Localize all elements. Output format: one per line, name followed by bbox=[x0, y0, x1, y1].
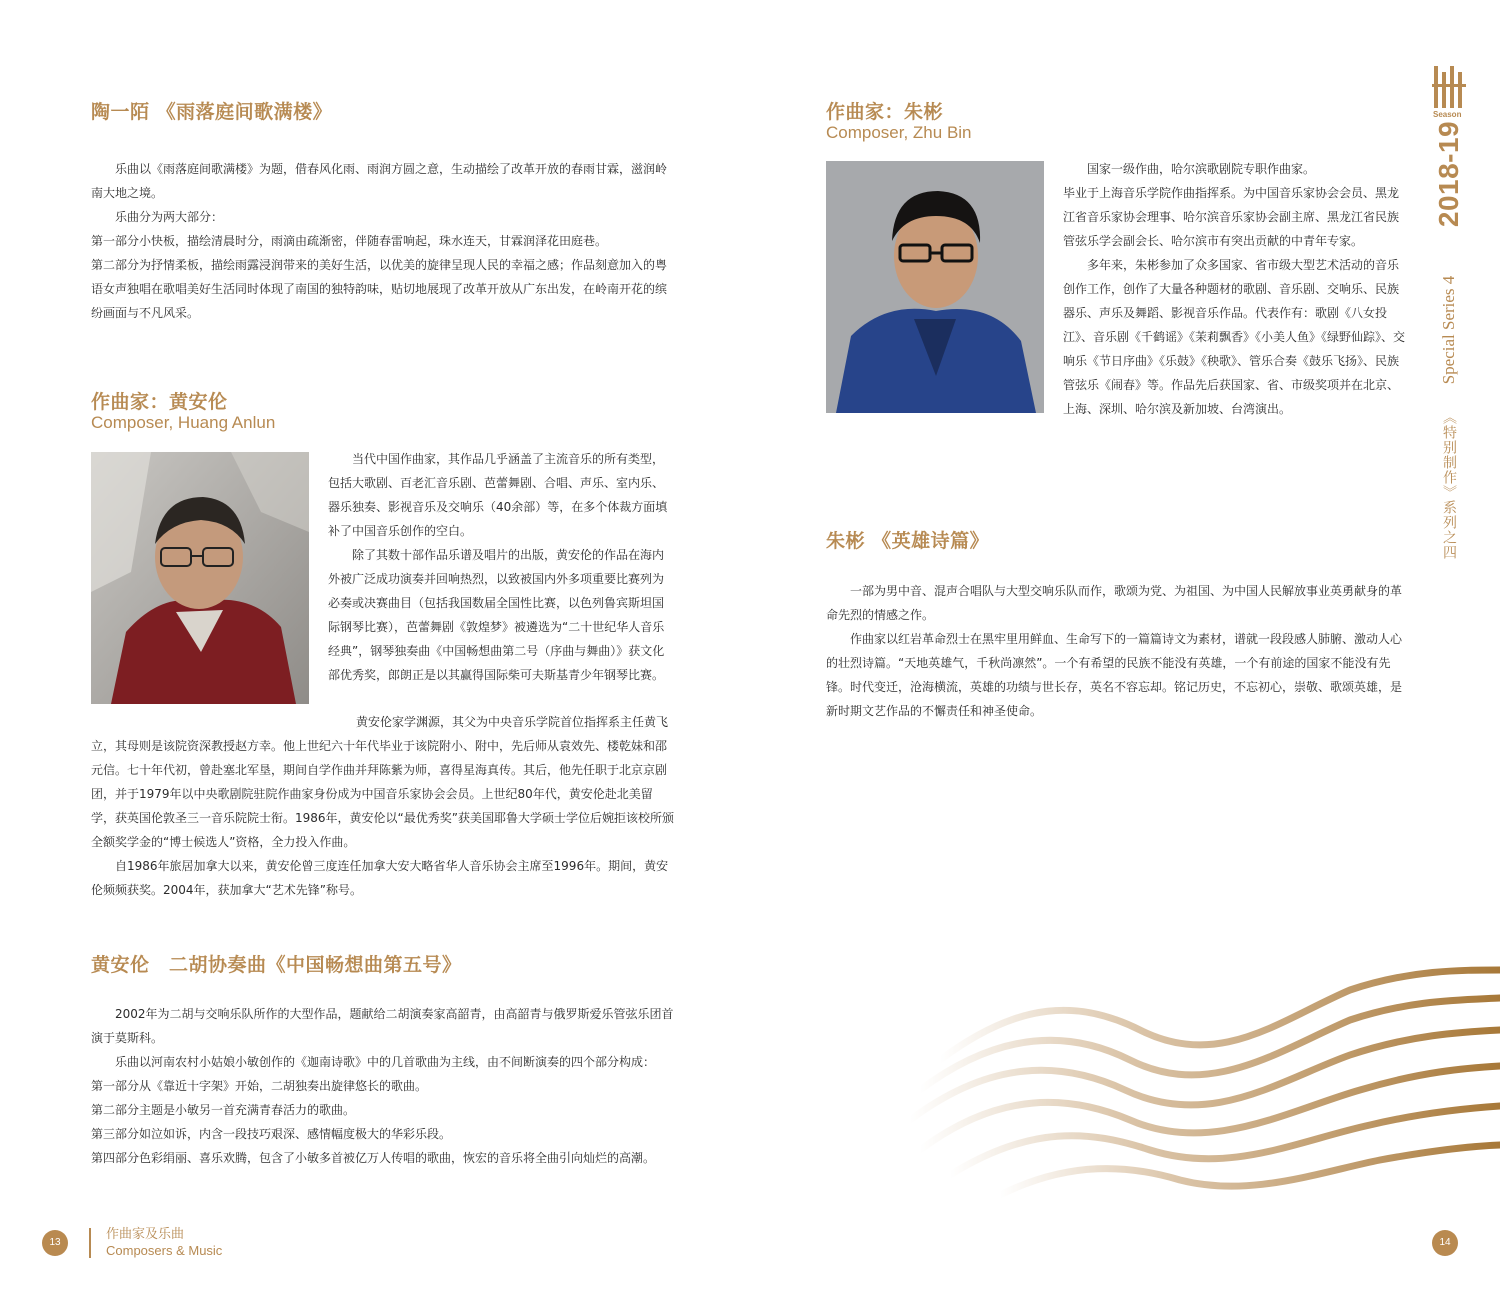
piece1-paragraph: 第一部分小快板，描绘清晨时分，雨滴由疏渐密，伴随春雷响起，珠水连天，甘霖润泽花田庭巷。 bbox=[91, 234, 608, 248]
piece2-paragraph: 2002年为二胡与交响乐队所作的大型作品，题献给二胡演奏家高韶青，由高韶青与俄罗斯爱乐管弦乐团首演于莫斯科。 bbox=[91, 1007, 674, 1045]
piece1-paragraph: 乐曲以《雨落庭间歌满楼》为题，借春风化雨、雨润方圆之意，生动描绘了改革开放的春雨甘霖，滋润岭南大地之境。 bbox=[91, 162, 668, 200]
composer-huang-photo bbox=[91, 452, 309, 704]
piece1-paragraph: 乐曲分为两大部分： bbox=[115, 210, 224, 224]
portrait-image bbox=[826, 161, 1044, 413]
piece2-paragraph: 第四部分色彩绢丽、喜乐欢腾，包含了小敏多首被亿万人传唱的歌曲，恢宏的音乐将全曲引向灿烂的高潮。 bbox=[91, 1151, 656, 1165]
page-number-right: 14 bbox=[1432, 1230, 1458, 1256]
piece-zhu-paragraph: 一部为男中音、混声合唱队与大型交响乐队而作，歌颂为党、为祖国、为中国人民解放事业英勇献身的革命先烈的情感之作。 bbox=[826, 584, 1403, 622]
composer-huang-title-en: Composer, Huang Anlun bbox=[91, 413, 276, 432]
composer-huang-title: 作曲家：黄安伦 bbox=[91, 391, 228, 413]
footer-section-en: Composers & Music bbox=[106, 1243, 223, 1258]
composer-huang-paragraph: 自1986年旅居加拿大以来，黄安伦曾三度连任加拿大安大略省华人音乐协会主席至1996年。期间，黄安伦频频获奖。2004年，获加拿大“艺术先锋”称号。 bbox=[91, 859, 669, 897]
composer-huang-paragraph: 除了其数十部作品乐谱及唱片的出版，黄安伦的作品在海内外被广泛成功演奏并回响热烈，以致被国内外多项重要比赛列为必奏或决赛曲目（包括我国数届全国性比赛，以色列鲁宾斯坦国际钢琴比赛），芭蕾舞剧《敦煌梦》被遴选为“二十世纪华人音乐经典”，钢琴独奏曲《中国畅想曲第二号（序曲与舞曲）》获文化部优秀奖，郎朗正是以其赢得国际柴可夫斯基青少年钢琴比赛。 bbox=[328, 548, 665, 682]
composer-huang-bio-top bbox=[328, 447, 675, 687]
season-year: 2018-19 bbox=[1433, 120, 1464, 228]
composer-zhu-photo bbox=[826, 161, 1044, 413]
piece2-paragraph: 乐曲以河南农村小姑娘小敏创作的《迦南诗歌》中的几首歌曲为主线，由不间断演奏的四个部分构成： bbox=[115, 1055, 656, 1069]
composer-zhu-title-en: Composer, Zhu Bin bbox=[826, 123, 972, 142]
portrait-image bbox=[91, 452, 309, 704]
composer-zhu-paragraph: 国家一级作曲，哈尔滨歌剧院专职作曲家。 bbox=[1087, 162, 1316, 176]
piece2-paragraph: 第二部分主题是小敏另一首充满青春活力的歌曲。 bbox=[91, 1103, 356, 1117]
composer-huang-bio-bottom bbox=[91, 710, 675, 902]
composer-zhu-title: 作曲家：朱彬 bbox=[826, 101, 944, 123]
series-cn: 《特别制作》系列之四 bbox=[1441, 410, 1457, 560]
decorative-wave-graphic bbox=[880, 960, 1500, 1210]
piece1-paragraph: 第二部分为抒情柔板，描绘雨露浸润带来的美好生活，以优美的旋律呈现人民的幸福之感；作品刻意加入的粤语女声独唱在歌唱美好生活同时体现了南国的独特韵味，贴切地展现了改革开放从广东出发，在岭南开花的缤纷画面与不凡风采。 bbox=[91, 258, 668, 320]
composer-zhu-paragraph: 多年来，朱彬参加了众多国家、省市级大型艺术活动的音乐创作工作，创作了大量各种题材的歌剧、音乐剧、交响乐、民族器乐、声乐及舞蹈、影视音乐作品。代表作有：歌剧《八女投江》、音乐剧《千鹤谣》《茉莉飘香》《小美人鱼》《绿野仙踪》、交响乐《节日序曲》《乐鼓》《秧歌》、管乐合奏《鼓乐飞扬》、民族管弦乐《闹春》等。作品先后获国家、省、市级奖项并在北京、上海、深圳、哈尔滨及新加坡、台湾演出。 bbox=[1063, 258, 1406, 416]
piece-zhu-paragraph: 作曲家以红岩革命烈士在黑牢里用鲜血、生命写下的一篇篇诗文为素材，谱就一段段感人肺腑、激动人心的壮烈诗篇。“天地英雄气，千秋尚凛然”。一个有希望的民族不能没有英雄，一个有前途的国家不能没有先锋。时代变迁，沧海横流，英雄的功绩与世长存，英名不容忘却。铭记历史，不忘初心，崇敬、歌颂英雄，是新时期文艺作品的不懈责任和神圣使命。 bbox=[826, 632, 1403, 718]
piece2-paragraph: 第三部分如泣如诉，内含一段技巧艰深、感情幅度极大的华彩乐段。 bbox=[91, 1127, 452, 1141]
season-label: Season bbox=[1433, 110, 1462, 119]
footer-divider bbox=[89, 1228, 91, 1258]
series-en-wrap bbox=[1436, 262, 1462, 397]
piece-zhu-body bbox=[826, 579, 1410, 723]
piece2-title: 黄安伦 二胡协奏曲《中国畅想曲第五号》 bbox=[91, 954, 462, 976]
piece1-body bbox=[91, 157, 675, 325]
composer-huang-paragraph: 当代中国作曲家，其作品几乎涵盖了主流音乐的所有类型，包括大歌剧、百老汇音乐剧、芭蕾舞剧、合唱、声乐、室内乐、器乐独奏、影视音乐及交响乐（40余部）等，在多个体裁方面填补了中国音乐创作的空白。 bbox=[328, 452, 668, 538]
piece1-title: 陶一陌 《雨落庭间歌满楼》 bbox=[91, 101, 333, 123]
composer-zhu-bio bbox=[1063, 157, 1409, 421]
composer-zhu-paragraph: 毕业于上海音乐学院作曲指挥系。为中国音乐家协会会员、黑龙江省音乐家协会理事、哈尔滨音乐家协会副主席、黑龙江省民族管弦乐学会副会长、哈尔滨市有突出贡献的中青年专家。 bbox=[1063, 186, 1400, 248]
page-number-left: 13 bbox=[42, 1230, 68, 1256]
piece-zhu-title: 朱彬 《英雄诗篇》 bbox=[826, 530, 990, 552]
series-en: Special Series 4 bbox=[1439, 275, 1458, 384]
season-year-wrap bbox=[1433, 120, 1465, 228]
piece2-paragraph: 第一部分从《靠近十字架》开始，二胡独奏出旋律悠长的歌曲。 bbox=[91, 1079, 428, 1093]
piece2-body bbox=[91, 1002, 675, 1170]
logo-icon bbox=[1432, 66, 1466, 108]
composer-huang-paragraph: 黄安伦家学渊源，其父为中央音乐学院首位指挥系主任黄飞立，其母则是该院资深教授赵方幸。他上世纪六十年代毕业于该院附小、附中，先后师从袁效先、楼乾妹和邵元信。七十年代初，曾赴塞北军垦，期间自学作曲并拜陈紫为师，喜得星海真传。其后，他先任职于北京京剧团，并于1979年以中央歌剧院驻院作曲家身份成为中国音乐家协会会员。上世纪80年代，黄安伦赴北美留学，获英国伦敦圣三一音乐院院士衔。1986年，黄安伦以“最优秀奖”获美国耶鲁大学硕士学位后婉拒该校所颁全额奖学金的“博士候选人”资格，全力投入作曲。 bbox=[91, 715, 674, 849]
footer-section-cn: 作曲家及乐曲 bbox=[106, 1227, 185, 1242]
